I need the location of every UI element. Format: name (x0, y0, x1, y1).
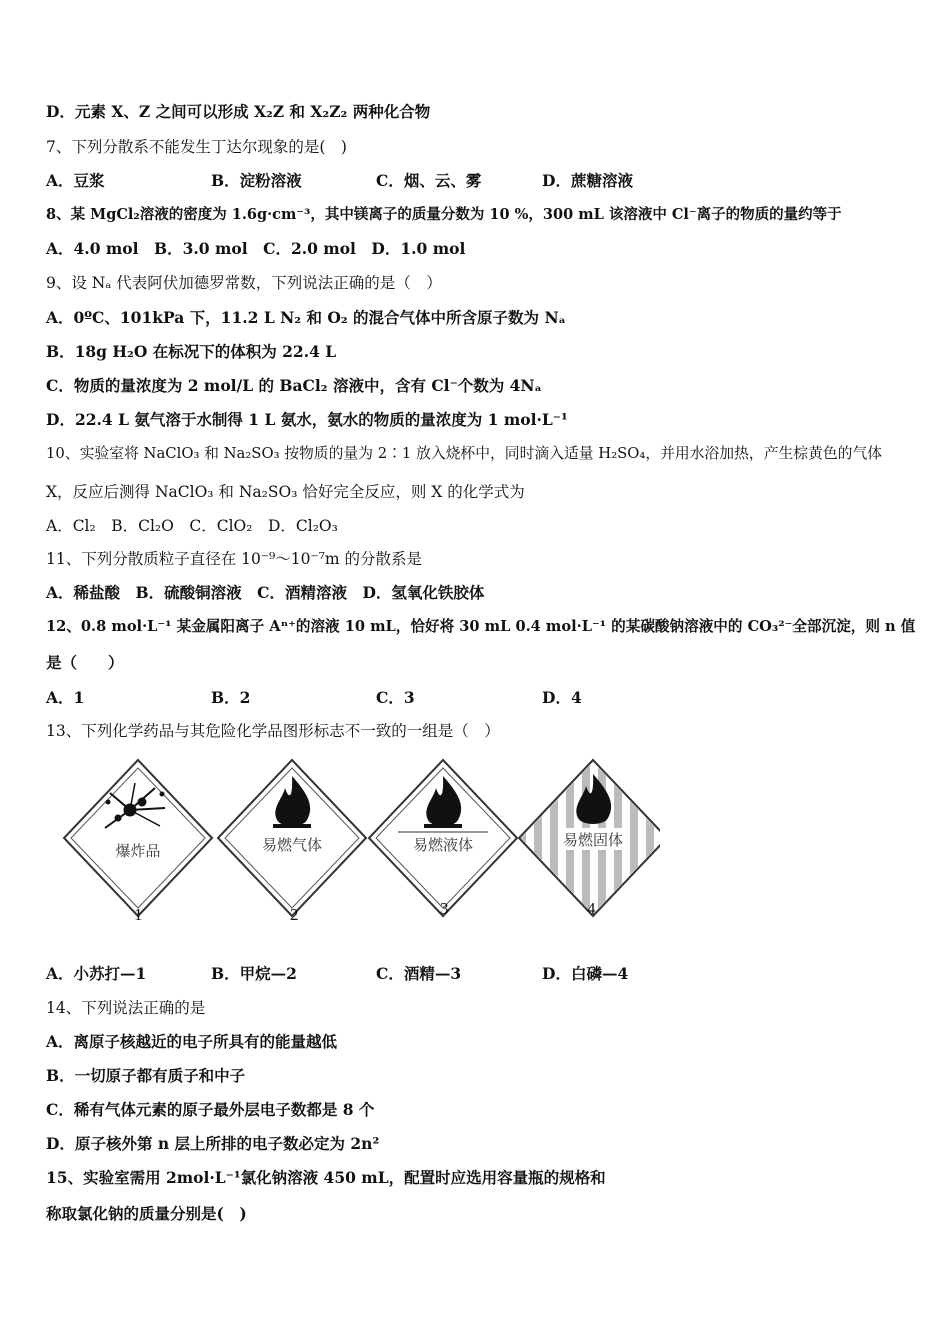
sign-1-number: 1 (134, 905, 143, 924)
sign-2-number: 2 (290, 905, 299, 924)
q14-option-a: A．离原子核越近的电子所具有的能量越低 (46, 1032, 338, 1051)
q12-option-c: C．3 (376, 688, 415, 707)
sign-3-number: 3 (440, 899, 449, 918)
q12-stem-line2: 是（ ） (46, 653, 124, 672)
q7-option-d: D．蔗糖溶液 (542, 171, 633, 190)
q6-option-d: D．元素 X、Z 之间可以形成 X₂Z 和 X₂Z₂ 两种化合物 (46, 102, 431, 121)
q7-stem: 7、下列分散系不能发生丁达尔现象的是( ) (46, 138, 347, 156)
q13-option-c: C．酒精—3 (376, 964, 462, 983)
q10-stem-line2: X，反应后测得 NaClO₃ 和 Na₂SO₃ 恰好完全反应，则 X 的化学式为 (46, 483, 525, 501)
q14-option-b: B．一切原子都有质子和中子 (46, 1066, 246, 1085)
q7-option-b: B．淀粉溶液 (211, 171, 302, 190)
q14-stem: 14、下列说法正确的是 (46, 999, 206, 1017)
sign-4-number: 4 (587, 899, 596, 918)
sign-3-label: 易燃液体 (412, 836, 474, 854)
q12-option-a: A．1 (46, 688, 85, 707)
sign-4-label: 易燃固体 (562, 831, 624, 849)
sign-2-label: 易燃气体 (261, 836, 323, 854)
q11-options: A．稀盐酸 B．硫酸铜溶液 C．酒精溶液 D．氢氧化铁胶体 (46, 583, 485, 602)
q9-option-b: B．18g H₂O 在标况下的体积为 22.4 L (46, 342, 337, 361)
q9-option-d: D．22.4 L 氨气溶于水制得 1 L 氨水，氨水的物质的量浓度为 1 mol·L⁻¹ (46, 410, 568, 429)
q7-option-a: A．豆浆 (46, 171, 105, 190)
q8-stem: 8、某 MgCl₂溶液的密度为 1.6g·cm⁻³，其中镁离子的质量分数为 10 %，300 mL 该溶液中 Cl⁻离子的物质的量约等于 (46, 206, 842, 223)
q9-stem: 9、设 Nₐ 代表阿伏加德罗常数，下列说法正确的是（ ） (46, 274, 442, 292)
sign-flammable-liquid (369, 760, 517, 916)
q15-stem-line1: 15、实验室需用 2mol·L⁻¹氯化钠溶液 450 mL，配置时应选用容量瓶的规格和 (46, 1168, 606, 1187)
hazard-signs-figure (60, 758, 660, 938)
q11-stem: 11、下列分散质粒子直径在 10⁻⁹～10⁻⁷m 的分散系是 (46, 550, 423, 568)
q15-stem-line2: 称取氯化钠的质量分别是( ) (46, 1204, 247, 1223)
sign-explosive (64, 760, 212, 916)
q12-option-b: B．2 (211, 688, 251, 707)
q12-stem-line1: 12、0.8 mol·L⁻¹ 某金属阳离子 Aⁿ⁺的溶液 10 mL，恰好将 30 mL 0.4 mol·L⁻¹ 的某碳酸钠溶液中的 CO₃²⁻全部沉淀，则 n 值 (46, 618, 916, 635)
sign-1-label: 爆炸品 (115, 842, 161, 860)
q14-option-c: C．稀有气体元素的原子最外层电子数都是 8 个 (46, 1100, 375, 1119)
q13-stem: 13、下列化学药品与其危险化学品图形标志不一致的一组是（ ） (46, 722, 500, 740)
q13-option-b: B．甲烷—2 (211, 964, 297, 983)
q10-options: A．Cl₂ B．Cl₂O C．ClO₂ D．Cl₂O₃ (46, 517, 338, 535)
sign-flammable-gas (218, 760, 366, 916)
q9-option-c: C．物质的量浓度为 2 mol/L 的 BaCl₂ 溶液中，含有 Cl⁻个数为 4Nₐ (46, 376, 542, 395)
sign-flammable-solid (518, 758, 660, 918)
q7-option-c: C．烟、云、雾 (376, 171, 482, 190)
q8-options: A．4.0 mol B．3.0 mol C．2.0 mol D．1.0 mol (46, 239, 466, 258)
q9-option-a: A．0ºC、101kPa 下，11.2 L N₂ 和 O₂ 的混合气体中所含原子数为 Nₐ (46, 308, 566, 327)
q10-stem-line1: 10、实验室将 NaClO₃ 和 Na₂SO₃ 按物质的量为 2∶1 放入烧杯中，同时滴入适量 H₂SO₄，并用水浴加热，产生棕黄色的气体 (46, 445, 883, 462)
q13-option-a: A．小苏打—1 (46, 964, 147, 983)
q13-option-d: D．白磷—4 (542, 964, 629, 983)
q14-option-d: D．原子核外第 n 层上所排的电子数必定为 2n² (46, 1134, 380, 1153)
q12-option-d: D．4 (542, 688, 582, 707)
